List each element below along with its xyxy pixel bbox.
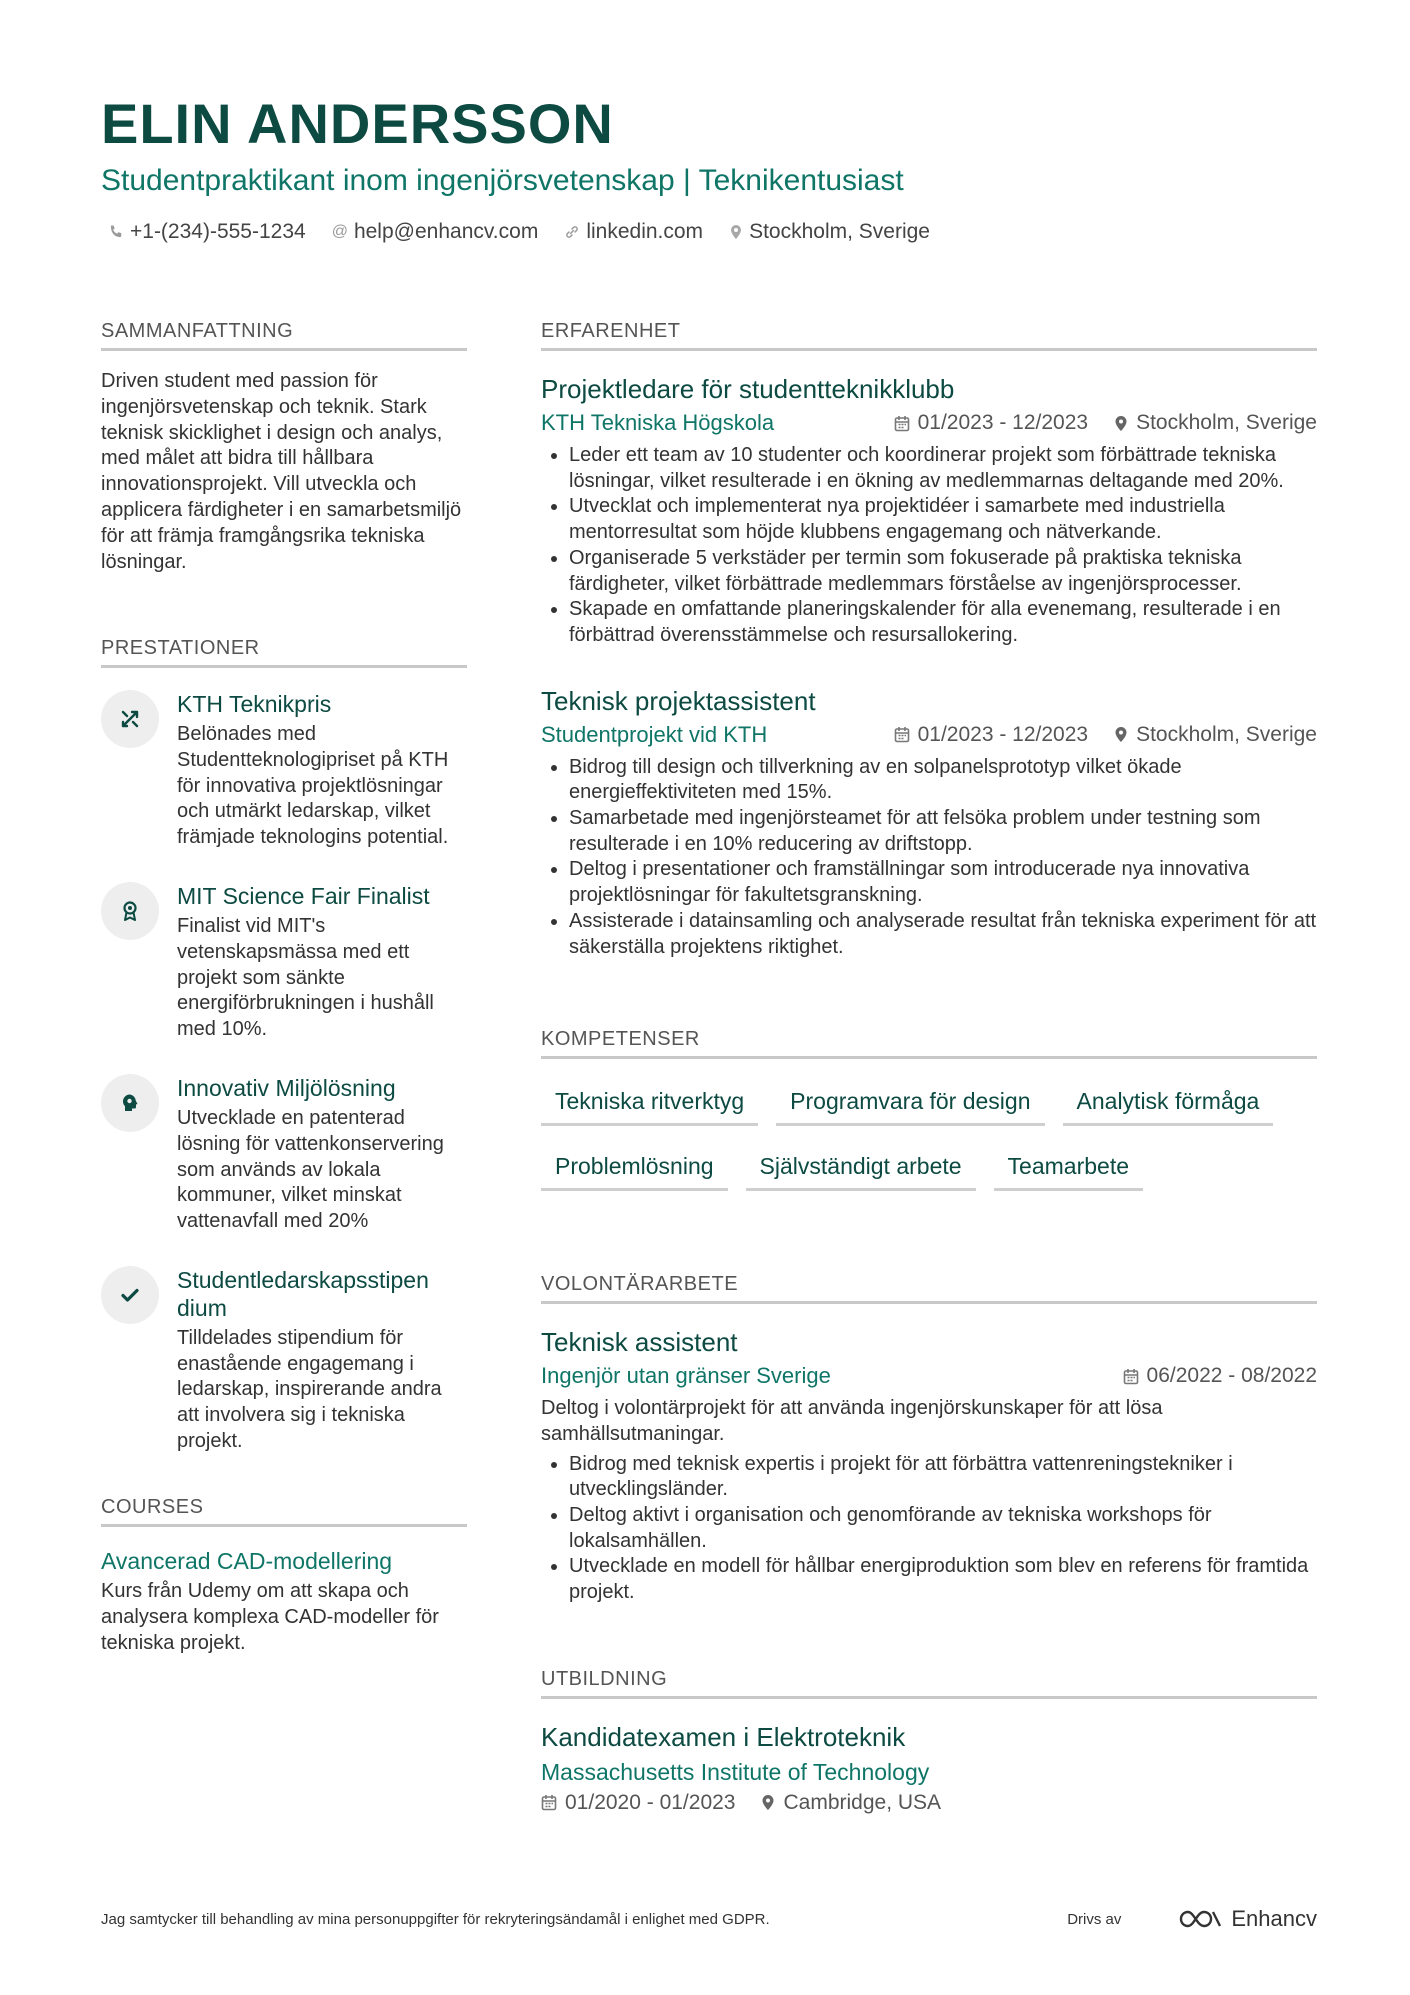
education-heading: UTBILDNING: [541, 1666, 1317, 1699]
award-medal-icon: [101, 882, 159, 940]
volunteer-summary: Deltog i volontärprojekt för att använda ingenjörskunskaper för att lösa samhällsutmaningar.: [541, 1397, 1163, 1445]
volunteer-dates: [1123, 1362, 1317, 1390]
summary-section: [101, 318, 467, 575]
bullet-item: • Organiserade 5 verkstäder per termin som fokuserade på praktiska tekniska färdigheter, vilket förbättrade medlemmars förståelse av ingenjörsprocesser.: [569, 546, 1317, 597]
location-pin-icon: [1114, 415, 1128, 432]
location-pin-icon: [729, 224, 743, 240]
trophy-arrows-icon: [101, 690, 159, 748]
experience-heading: ERFARENHET: [541, 318, 1317, 351]
skill-tag: Teamarbete: [994, 1146, 1143, 1191]
bullet-item: • Utvecklat och implementerat nya projektidéer i samarbete med industriella mentorresultat som höjde klubbens engagemang och nätverkande.: [569, 494, 1317, 545]
contact-email[interactable]: [332, 220, 539, 244]
achievement-desc: Belönades med Studentteknologipriset på KTH för innovativa projektlösningar och utmärkt ledarskap, vilket främjade teknologins potential.: [177, 723, 449, 848]
bullet-item: • Leder ett team av 10 studenter och koordinerar projekt som förbättrade tekniska lösningar, vilket resulterade i en ökning av medlemmarnas deltagande med 20%.: [569, 443, 1317, 494]
checkmark-icon: [101, 1266, 159, 1324]
achievement-desc: Utvecklade en patenterad lösning för vattenkonservering som används av lokala kommuner, vilket minskat vattenavfall med 20%: [177, 1107, 444, 1232]
job-location: [1114, 721, 1317, 749]
head-idea-icon: [101, 1074, 159, 1132]
achievement-title: Innovativ Miljölösning: [177, 1075, 396, 1102]
job-location: [1114, 409, 1317, 437]
enhancv-brand[interactable]: [1177, 1906, 1317, 1932]
location-text: Stockholm, Sverige: [749, 220, 930, 243]
courses-heading: COURSES: [101, 1494, 467, 1527]
linkedin-text: linkedin.com: [586, 220, 704, 243]
achievement-item: [101, 882, 467, 1042]
volunteer-entry: [541, 1326, 1317, 1606]
volunteer-org: Ingenjör utan gränser Sverige: [541, 1363, 831, 1389]
location-pin-icon: [1114, 726, 1128, 743]
contact-bar: [108, 220, 956, 244]
volunteer-heading: VOLONTÄRARBETE: [541, 1271, 1317, 1304]
achievement-item: [101, 690, 467, 850]
phone-icon: [108, 224, 124, 240]
job-location-text: Stockholm, Sverige: [1136, 411, 1317, 434]
achievement-title: KTH Teknikpris: [177, 691, 332, 718]
job-dates-text: 01/2023 - 12/2023: [917, 722, 1089, 746]
volunteer-section: [541, 1271, 1317, 1606]
job-location-text: Stockholm, Sverige: [1136, 722, 1317, 746]
job-title: Teknisk projektassistent: [541, 685, 816, 716]
phone-text: +1-(234)-555-1234: [130, 220, 306, 243]
course-desc: Kurs från Udemy om att skapa och analysera komplexa CAD-modeller för tekniska projekt.: [101, 1580, 439, 1654]
education-location: [761, 1791, 941, 1815]
gdpr-consent: Jag samtycker till behandling av mina personuppgifter för rekryteringsändamål i enlighet med GDPR.: [101, 1910, 770, 1928]
bullet-item: • Skapade en omfattande planeringskalender för alla evenemang, resulterade i en förbättrad överensstämmelse och resursallokering.: [569, 597, 1317, 648]
courses-section: [101, 1494, 467, 1656]
calendar-icon: [894, 726, 910, 743]
powered-by-label: Drivs av: [1067, 1910, 1122, 1928]
education-dates-text: 01/2020 - 01/2023: [565, 1790, 736, 1814]
calendar-icon: [894, 415, 910, 432]
job-company: KTH Tekniska Högskola: [541, 410, 775, 435]
experience-section: [541, 318, 1317, 960]
achievement-desc: Tilldelades stipendium för enastående engagemang i ledarskap, inspirerande andra att involvera sig i tekniska projekt.: [177, 1327, 442, 1452]
education-dates: [541, 1791, 735, 1815]
skill-tag: Analytisk förmåga: [1063, 1081, 1274, 1126]
bullet-item: • Assisterade i datainsamling och analyserade resultat från tekniska experiment för att säkerställa projektens riktighet.: [569, 909, 1317, 960]
education-section: [541, 1666, 1317, 1815]
candidate-headline: Studentpraktikant inom ingenjörsvetenskap | Teknikentusiast: [101, 164, 904, 197]
contact-linkedin[interactable]: [564, 220, 703, 244]
job-dates-text: 01/2023 - 12/2023: [917, 411, 1089, 434]
job-company: Studentprojekt vid KTH: [541, 721, 768, 747]
enhancv-logo-icon: [1177, 1907, 1223, 1931]
skill-tag: Problemlösning: [541, 1146, 728, 1191]
job-dates: [894, 409, 1088, 437]
bullet-item: • Samarbetade med ingenjörsteamet för att felsöka problem under testning som resulterade i en 10% reducering av driftstopp.: [569, 806, 1317, 857]
link-icon: [564, 224, 580, 240]
volunteer-bullets: [541, 1452, 1317, 1606]
job-bullets: [541, 755, 1317, 961]
bullet-item: • Utvecklade en modell för hållbar energiproduktion som blev en referens för framtida projekt.: [569, 1554, 1317, 1605]
course-title: Avancerad CAD-modellering: [101, 1548, 393, 1575]
achievement-item: [101, 1074, 467, 1234]
job-dates: [894, 721, 1088, 749]
calendar-icon: [541, 1794, 557, 1811]
job-entry: [541, 685, 1317, 961]
skills-heading: KOMPETENSER: [541, 1026, 1317, 1059]
skill-tag: Programvara för design: [776, 1081, 1044, 1126]
education-degree: Kandidatexamen i Elektroteknik: [541, 1721, 906, 1752]
calendar-icon: [1123, 1368, 1139, 1385]
job-title: Projektledare för studentteknikklubb: [541, 374, 955, 404]
bullet-item: • Deltog i presentationer och framställningar som introducerade nya innovativa projektlösningar för fakultetsgranskning.: [569, 857, 1317, 908]
location-pin-icon: [761, 1794, 775, 1811]
job-entry: [541, 373, 1317, 649]
volunteer-dates-text: 06/2022 - 08/2022: [1146, 1364, 1317, 1388]
education-school: Massachusetts Institute of Technology: [541, 1758, 930, 1785]
brand-name: Enhancv: [1231, 1906, 1317, 1931]
bullet-item: • Bidrog till design och tillverkning av en solpanelsprototyp vilket ökade energieffektiviteten med 15%.: [569, 755, 1317, 806]
contact-location: [729, 220, 930, 244]
candidate-name: ELIN ANDERSSON: [101, 92, 614, 155]
volunteer-title: Teknisk assistent: [541, 1327, 738, 1358]
achievement-desc: Finalist vid MIT's vetenskapsmässa med ett projekt som sänkte energiförbrukningen i hushåll med 10%.: [177, 915, 434, 1040]
achievements-heading: PRESTATIONER: [101, 635, 467, 668]
summary-text: Driven student med passion för ingenjörsvetenskap och teknik. Stark teknisk skicklighet i design och analys, med målet att bidra till hållbara innovationsprojekt. Vill utveckla och applicera färdigheter i en samarbetsmiljö för att främja framgångsrika tekniska lösningar.: [101, 370, 462, 573]
skill-tag: Självständigt arbete: [746, 1146, 976, 1191]
email-text: help@enhancv.com: [353, 220, 539, 243]
contact-phone[interactable]: [108, 220, 306, 244]
summary-heading: SAMMANFATTNING: [101, 318, 467, 351]
achievements-section: [101, 635, 467, 1454]
bullet-item: • Deltog aktivt i organisation och genomförande av tekniska workshops för lokalsamhällen.: [569, 1503, 1317, 1554]
footer: [101, 1906, 1317, 1932]
right-column: [541, 318, 1317, 1815]
achievement-title: MIT Science Fair Finalist: [177, 883, 430, 910]
achievement-item: [101, 1266, 467, 1454]
job-bullets: [541, 443, 1317, 649]
education-location-text: Cambridge, USA: [783, 1790, 942, 1814]
bullet-item: • Bidrog med teknisk expertis i projekt för att förbättra vattenreningstekniker i utvecklingsländer.: [569, 1452, 1317, 1503]
at-icon: @: [331, 223, 348, 240]
skills-section: [541, 1026, 1317, 1211]
skill-tag: Tekniska ritverktyg: [541, 1081, 758, 1126]
achievement-title: Studentledarskapsstipen dium: [177, 1267, 429, 1322]
left-column: [101, 318, 467, 1657]
